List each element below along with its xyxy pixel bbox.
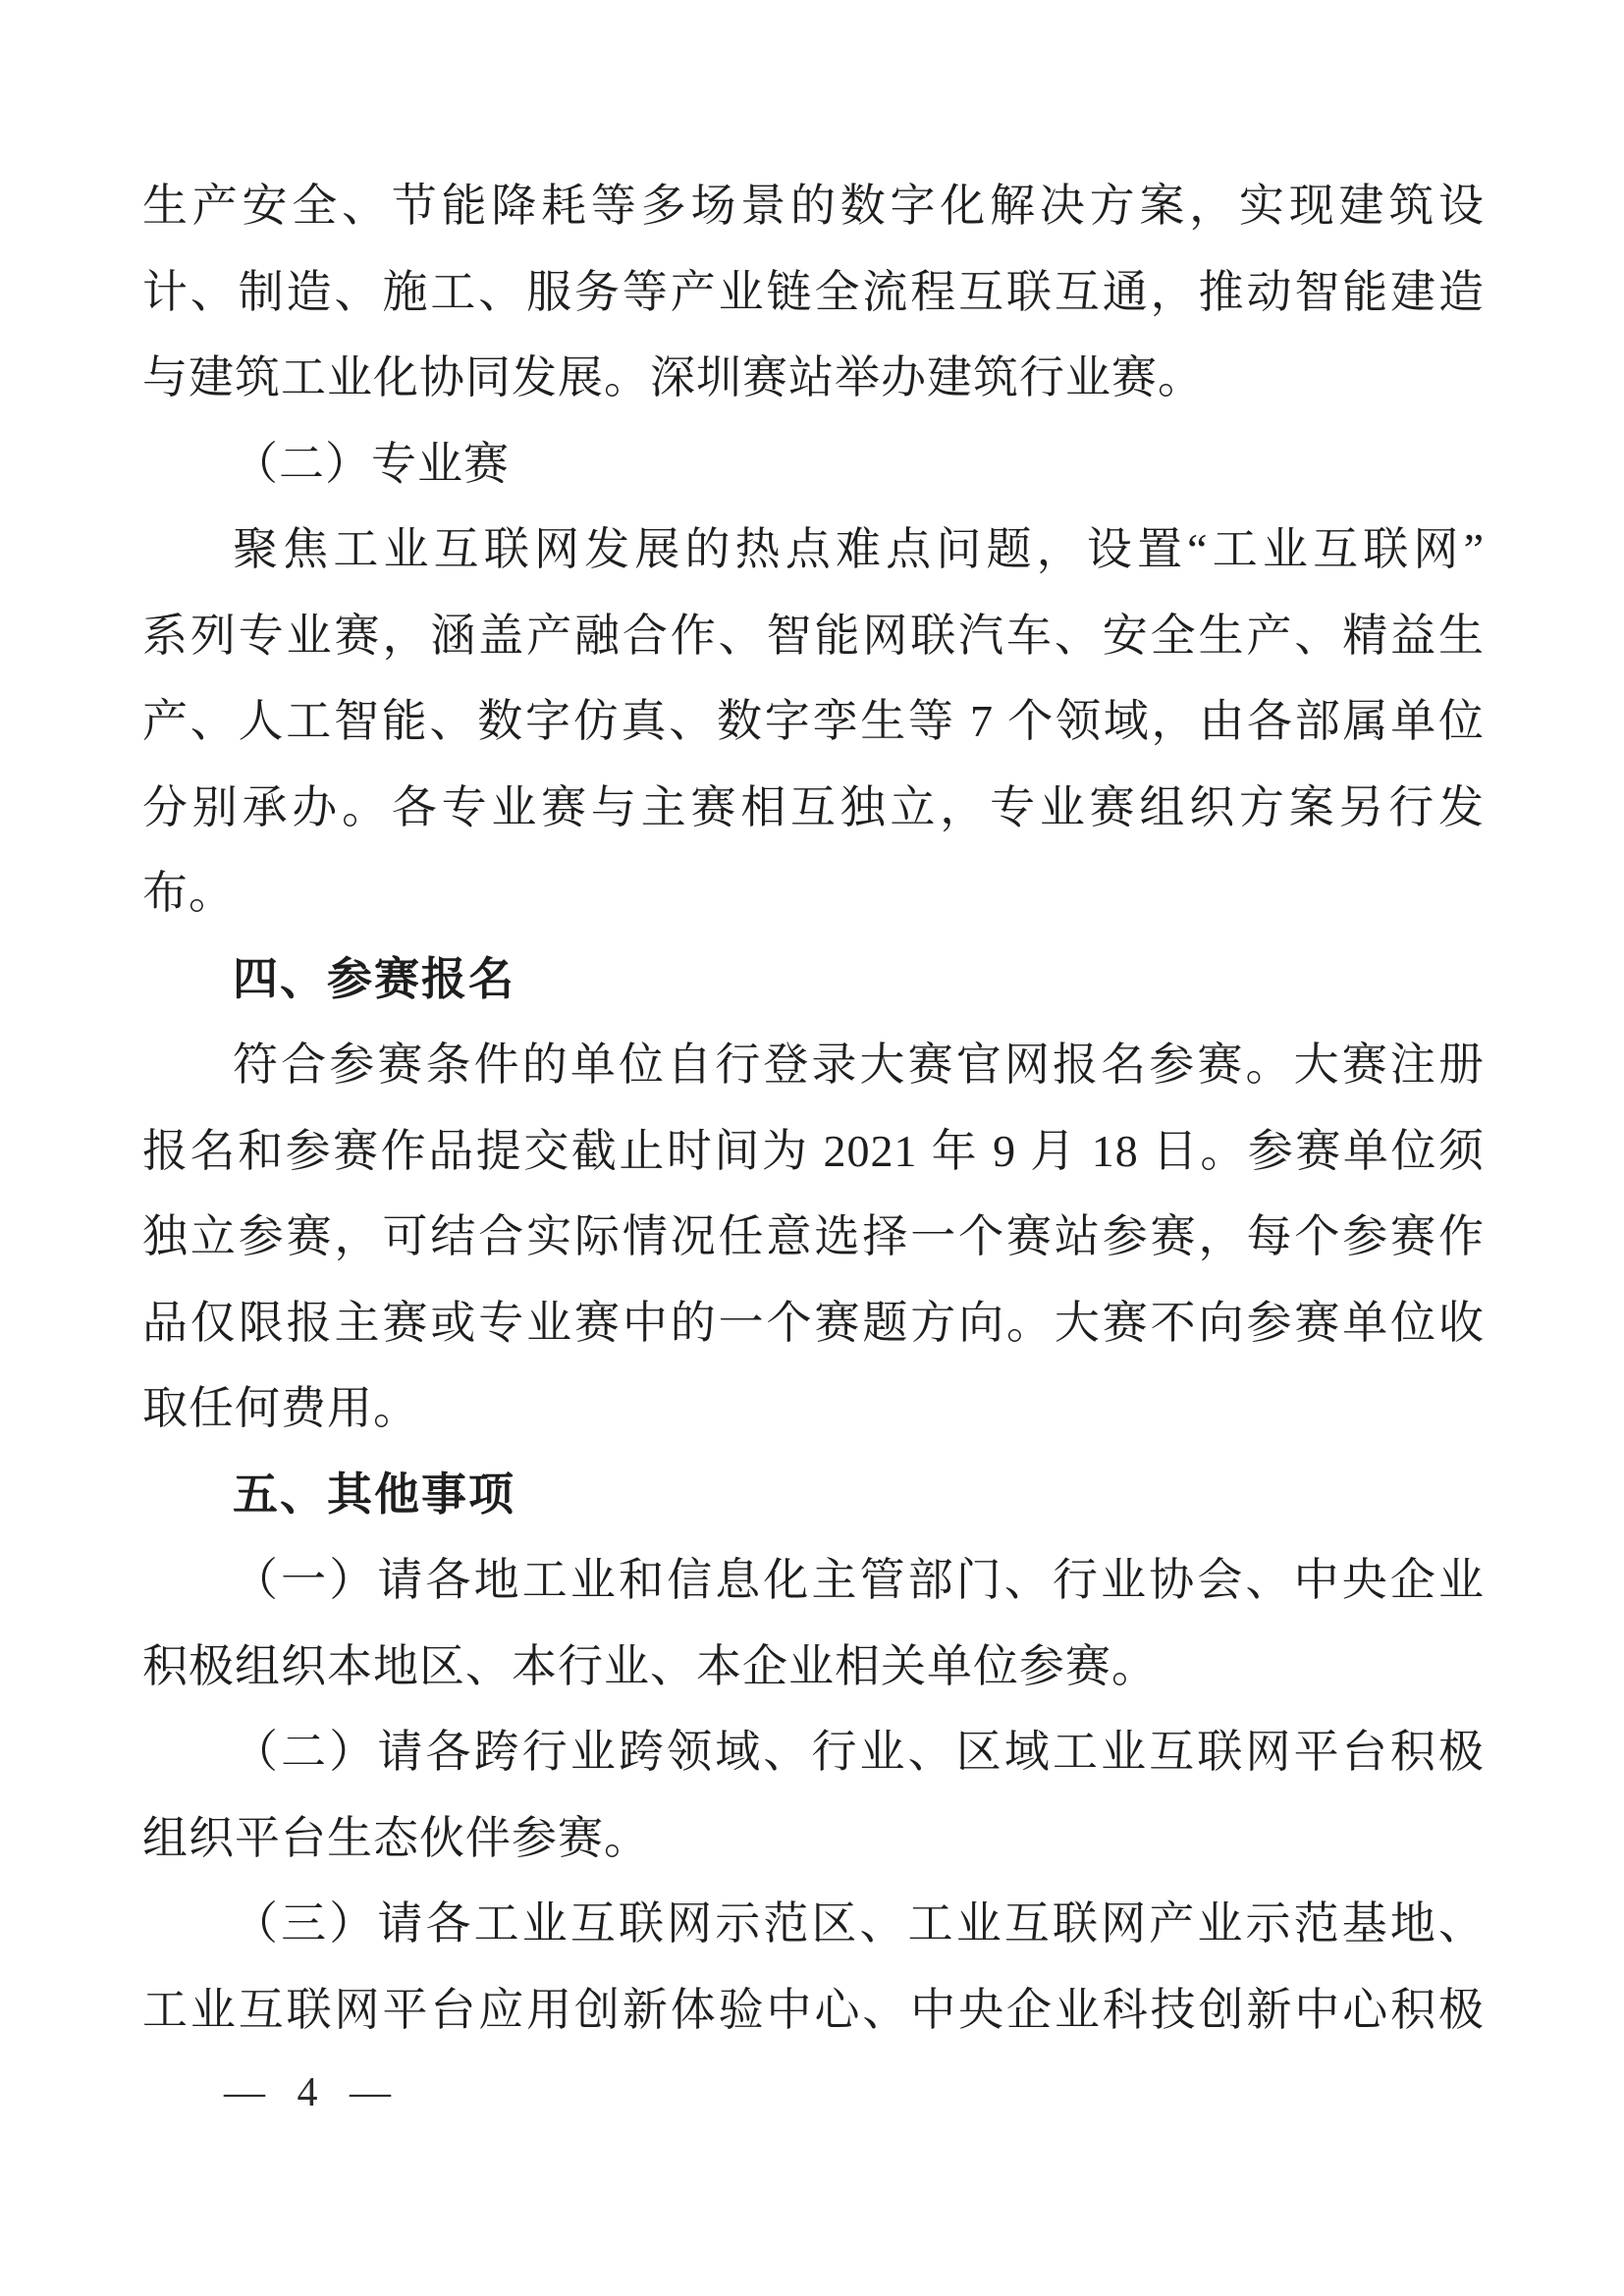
section-heading-4: 四、参赛报名: [233, 953, 515, 1004]
doc-line: 品仅限报主赛或专业赛中的一个赛题方向。大赛不向参赛单位收: [142, 1297, 1485, 1348]
doc-line: 分别承办。各专业赛与主赛相互独立，专业赛组织方案另行发: [142, 781, 1485, 832]
doc-line: 符合参赛条件的单位自行登录大赛官网报名参赛。大赛注册: [233, 1040, 1485, 1090]
doc-line: 组织平台生态伙伴参赛。: [142, 1812, 650, 1863]
doc-line: （二）请各跨行业跨领域、行业、区域工业互联网平台积极: [233, 1727, 1485, 1777]
subsection-heading-2: （二）专业赛: [233, 438, 510, 489]
doc-line: 工业互联网平台应用创新体验中心、中央企业科技创新中心积极: [142, 1984, 1485, 2035]
doc-line: 产、人工智能、数字仿真、数字孪生等 7 个领域，由各部属单位: [142, 696, 1485, 746]
doc-line: 积极组织本地区、本行业、本企业相关单位参赛。: [142, 1640, 1158, 1691]
doc-line: 系列专业赛，涵盖产融合作、智能网联汽车、安全生产、精益生: [142, 610, 1485, 661]
doc-line: 生产安全、节能降耗等多场景的数字化解决方案，实现建筑设: [142, 181, 1485, 231]
document-body: [142, 163, 1485, 2053]
section-heading-5: 五、其他事项: [233, 1468, 515, 1520]
doc-line: 取任何费用。: [142, 1383, 419, 1433]
doc-line: 计、制造、施工、服务等产业链全流程互联互通，推动智能建造: [142, 266, 1485, 317]
doc-line: 聚焦工业互联网发展的热点难点问题，设置“工业互联网”: [233, 524, 1485, 574]
doc-line: 布。: [142, 868, 235, 918]
doc-line: （三）请各工业互联网示范区、工业互联网产业示范基地、: [233, 1898, 1485, 1949]
doc-line: 独立参赛，可结合实际情况任意选择一个赛站参赛，每个参赛作: [142, 1211, 1485, 1261]
doc-line: 报名和参赛作品提交截止时间为 2021 年 9 月 18 日。参赛单位须: [142, 1125, 1485, 1176]
doc-line: （一）请各地工业和信息化主管部门、行业协会、中央企业: [233, 1555, 1485, 1605]
doc-line: 与建筑工业化协同发展。深圳赛站举办建筑行业赛。: [142, 352, 1204, 402]
page-number: — 4 —: [224, 2070, 391, 2115]
